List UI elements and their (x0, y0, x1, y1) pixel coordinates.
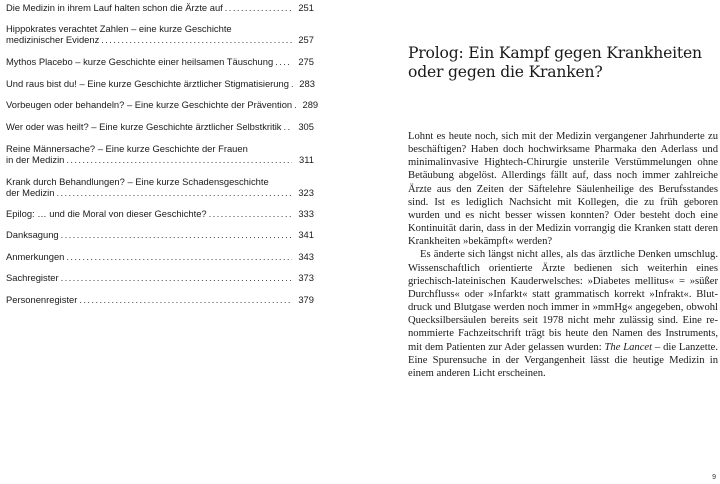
toc-title: medizinischer Evidenz (6, 34, 100, 45)
paragraph: Lohnt es heute noch, sich mit der Medizin vergangener Jahrhunderte zu beschäftigen? Haben doch hochwirksame Pharmaka den Aderlass und minimalinvasive Hightech-Chirurgie unsterile Verstümmelungen ohne Betäubung abgelöst. Allerdings fällt auf, dass noch immer zahlreiche Ärzte aus den Zeiten der Säftelehre Säulenheilige des Berufsstandes sind. Ist es lediglich Nachsicht mit Kollegen, die zu früh geboren wurden und es nicht besser wissen konnten? Oder besteht doch eine Kontinuität darin, dass in der Medizin vorrangig die Kranken statt deren Krankheiten »bekämpft« werden? (408, 131, 718, 248)
toc-entry (6, 229, 314, 240)
toc-title: Vorbeugen oder behandeln? – Eine kurze Geschichte der Prävention (6, 99, 293, 110)
toc-entry (6, 78, 314, 89)
toc-line (6, 251, 314, 262)
toc-line (6, 121, 314, 132)
toc-page-number: 305 (298, 121, 314, 132)
paragraph (408, 248, 718, 380)
toc-line (6, 2, 314, 13)
toc-title: Epilog: … und die Moral von dieser Geschichte? (6, 208, 207, 219)
toc-entry (6, 294, 314, 305)
toc-leader-dots (54, 187, 292, 198)
toc-line (6, 154, 314, 165)
text-run: – die Lanzette. Eine Spurensuche in der Vergangenheit lässt die heutige Medizin in einem anderen Licht erscheinen. (408, 341, 718, 379)
toc-line (6, 176, 314, 187)
toc-entry (6, 23, 314, 45)
toc-title: Mythos Placebo – kurze Geschichte einer heilsamen Täuschung (6, 56, 274, 67)
toc-title: Personenregister (6, 294, 78, 305)
toc-title: Krank durch Behandlungen? – Eine kurze Schadensgeschichte (6, 176, 269, 187)
toc-leader-dots (59, 229, 292, 240)
toc-leader-dots (99, 34, 292, 45)
toc-title: Hippokrates verachtet Zahlen – eine kurze Geschichte (6, 23, 232, 34)
toc-entry (6, 99, 319, 110)
toc-page-number: 275 (298, 56, 314, 67)
toc-page-number: 323 (298, 187, 314, 198)
toc-leader-dots (77, 294, 292, 305)
toc-entry (6, 56, 314, 67)
toc-leader-dots (59, 272, 292, 283)
toc-title: in der Medizin (6, 154, 65, 165)
toc-line (6, 23, 314, 34)
toc-entry (6, 121, 314, 132)
toc-entry (6, 143, 314, 165)
toc-page-number: 333 (298, 208, 314, 219)
toc-page-number: 257 (298, 34, 314, 45)
journal-title: The Lancet (604, 341, 653, 353)
page-number: 9 (712, 474, 716, 481)
toc-leader-dots (281, 121, 292, 132)
toc-leader-dots (273, 56, 292, 67)
toc-page-number: 343 (298, 251, 314, 262)
toc-leader-dots (64, 154, 292, 165)
toc-page-number: 379 (298, 294, 314, 305)
toc-line (6, 187, 314, 198)
toc-page-number: 373 (298, 272, 314, 283)
toc-line (6, 294, 314, 305)
toc-line (6, 56, 314, 67)
toc-entry (6, 251, 314, 262)
toc-page-number: 283 (299, 78, 315, 89)
toc-title: der Medizin (6, 187, 55, 198)
toc-title: Sachregister (6, 272, 59, 283)
toc-title: Reine Männersache? – Eine kurze Geschichte der Frauen (6, 143, 248, 154)
toc-leader-dots (207, 208, 292, 219)
toc-title: Danksagung (6, 229, 59, 240)
toc-title: Und raus bist du! – Eine kurze Geschichte ärztlicher Stigmatisierung (6, 78, 289, 89)
toc-line (6, 208, 314, 219)
toc-page-number: 251 (298, 2, 314, 13)
toc-title: Anmerkungen (6, 251, 65, 262)
toc-entry (6, 272, 314, 283)
chapter-heading: Prolog: Ein Kampf gegen Krankheiten oder gegen die Kranken? (408, 44, 702, 81)
toc-title: Wer oder was heilt? – Eine kurze Geschichte ärztlicher Selbstkritik (6, 121, 282, 132)
toc-entry (6, 208, 314, 219)
toc-line (6, 99, 319, 110)
prolog-text (408, 130, 718, 380)
toc-line (6, 78, 314, 89)
toc-line (6, 229, 314, 240)
toc-page-number: 341 (298, 229, 314, 240)
toc-page-number: 289 (302, 99, 319, 110)
toc-page-number: 311 (299, 154, 314, 165)
right-page (360, 0, 720, 484)
toc-entry (6, 2, 314, 13)
toc-leader-dots (223, 2, 292, 13)
toc-line (6, 34, 314, 45)
toc-title: Die Medizin in ihrem Lauf halten schon die Ärzte auf (6, 2, 223, 13)
toc-line (6, 272, 314, 283)
toc-entry (6, 176, 314, 198)
toc-leader-dots (64, 251, 292, 262)
text-run: Es änderte sich längst nicht alles, als das ärztliche Denken umschlug. Wissenschaftlich orientierte Ärzte bedienen sich weiterhin eines griechisch-lateinischen Kauderwelsches: »Diabetes mellitus« = »süßer Durchfluss« oder »Infarkt« statt grammatisch korrekt »Infrakt«. Blutdruck und Blutgase werden noch immer in »mmHg« angegeben, obwohl Quecksilbersäulen bereits seit 1978 nicht mehr zulässig sind. Eine renommierte Fachzeitschrift trägt bis heute den Namen des Instruments, mit dem Patienten zur Ader gelassen wurden: (408, 249, 718, 353)
toc-line (6, 143, 314, 154)
